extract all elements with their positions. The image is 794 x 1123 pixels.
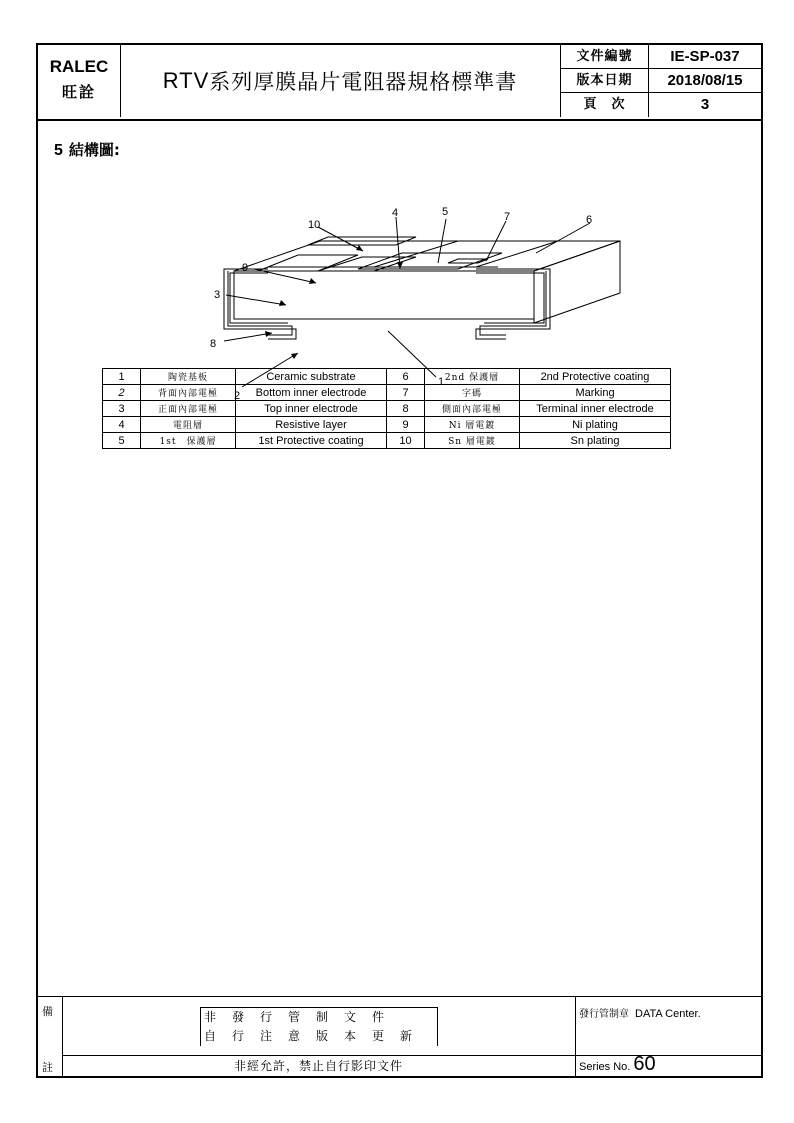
chip-right-face <box>534 241 620 323</box>
part-name-en: Bottom inner electrode <box>236 385 387 401</box>
document-meta-table <box>561 45 761 117</box>
title-cjk: 系列厚膜晶片電阻器規格標準書 <box>209 70 518 94</box>
part-number: 2 <box>103 385 141 401</box>
title-latin: RTV <box>162 68 210 93</box>
part-name-en: Marking <box>520 385 671 401</box>
label-1: 1 <box>438 376 445 388</box>
arrowhead-3 <box>279 300 286 306</box>
document-footer <box>38 996 761 1077</box>
left-terminal-inner <box>230 273 288 323</box>
part-name-en: Sn plating <box>520 433 671 449</box>
part-number: 7 <box>387 385 425 401</box>
company-logo <box>38 45 121 117</box>
stamp-line-2: 自行注意版本更新 <box>204 1029 429 1043</box>
document-title <box>120 45 561 117</box>
label-2: 2 <box>234 390 241 402</box>
part-name-zh: 背面內部電極 <box>141 385 236 401</box>
label-9: 9 <box>242 262 249 274</box>
issuer-block <box>575 997 761 1077</box>
logo-cjk: 旺詮 <box>61 83 96 101</box>
meta-row-doc-number <box>561 45 761 69</box>
parts-table <box>102 368 671 449</box>
stamp-line-1: 非發行管制文件 <box>204 1010 401 1024</box>
table-row <box>103 433 671 449</box>
part-name-en: Resistive layer <box>236 417 387 433</box>
arrowhead-4 <box>397 262 403 269</box>
section-title: 結構圖: <box>68 141 120 159</box>
label-5: 5 <box>442 206 449 218</box>
table-row <box>103 385 671 401</box>
arrowhead-9 <box>309 278 316 284</box>
table-row <box>103 417 671 433</box>
part-name-en: 2nd Protective coating <box>520 369 671 385</box>
leader-8 <box>224 333 272 341</box>
remarks-column <box>38 997 63 1077</box>
part-number: 1 <box>103 369 141 385</box>
part-name-zh: Ni 層電鍍 <box>425 417 520 433</box>
part-name-zh: 字碼 <box>425 385 520 401</box>
issuer-label: 發行管制章 <box>579 1009 629 1020</box>
section-number: 5 <box>54 142 63 159</box>
document-header <box>38 45 761 121</box>
remarks-label-bottom: 註 <box>42 1061 53 1074</box>
table-row <box>103 401 671 417</box>
leader-3 <box>226 295 286 305</box>
label-3: 3 <box>214 289 221 301</box>
part-number: 6 <box>387 369 425 385</box>
meta-value: 2018/08/15 <box>667 72 743 89</box>
part-name-zh: 側面內部電極 <box>425 401 520 417</box>
right-terminal-outer <box>476 269 550 339</box>
section-heading <box>54 139 120 160</box>
part-number: 5 <box>103 433 141 449</box>
copy-warning: 非經允許，禁止自行影印文件 <box>233 1059 403 1073</box>
logo-latin: RALEC <box>49 57 109 76</box>
part-number: 4 <box>103 417 141 433</box>
part-name-en: Ni plating <box>520 417 671 433</box>
part-number: 8 <box>387 401 425 417</box>
part-name-zh: 陶瓷基板 <box>141 369 236 385</box>
meta-value: IE-SP-037 <box>670 48 740 65</box>
left-terminal-outer <box>224 269 296 339</box>
part-number: 9 <box>387 417 425 433</box>
right-terminal-mid <box>480 271 546 335</box>
issuer-stamp <box>579 1005 701 1020</box>
part-name-zh: 正面內部電極 <box>141 401 236 417</box>
part-name-en: Ceramic substrate <box>236 369 387 385</box>
leader-10 <box>318 227 363 251</box>
arrowhead-2 <box>291 353 298 359</box>
part-name-zh: 2nd 保護層 <box>425 369 520 385</box>
part-number: 10 <box>387 433 425 449</box>
page-frame <box>36 43 763 1078</box>
label-7: 7 <box>504 211 511 223</box>
label-6: 6 <box>586 214 593 226</box>
issuer-value: DATA Center. <box>635 1008 701 1020</box>
meta-key: 版本日期 <box>561 69 649 92</box>
part-name-en: Top inner electrode <box>236 401 387 417</box>
meta-row-page <box>561 93 761 117</box>
leader-6 <box>536 223 590 253</box>
marking-slot <box>448 259 488 263</box>
label-10: 10 <box>308 219 321 231</box>
label-4: 4 <box>392 207 399 219</box>
part-name-en: Terminal inner electrode <box>520 401 671 417</box>
series-label: Series No. <box>579 1061 631 1073</box>
part-number: 3 <box>103 401 141 417</box>
meta-value: 3 <box>700 96 710 113</box>
series-value: 60 <box>633 1053 656 1075</box>
arrowhead-8 <box>265 331 272 337</box>
part-name-zh: Sn 層電鍍 <box>425 433 520 449</box>
footer-divider <box>62 1055 575 1056</box>
label-8: 8 <box>210 338 217 350</box>
table-row <box>103 369 671 385</box>
uncontrolled-document-stamp <box>200 1007 438 1046</box>
part-name-en: 1st Protective coating <box>236 433 387 449</box>
remarks-label-top: 備 <box>42 1005 53 1018</box>
part-name-zh: 電阻層 <box>141 417 236 433</box>
series-number <box>579 1053 656 1076</box>
leader-4 <box>396 217 400 269</box>
meta-key: 文件編號 <box>561 45 649 68</box>
substrate-front-face <box>234 271 534 319</box>
meta-key: 頁 次 <box>561 93 649 117</box>
meta-row-version-date <box>561 69 761 93</box>
part-name-zh: 1st 保護層 <box>141 433 236 449</box>
